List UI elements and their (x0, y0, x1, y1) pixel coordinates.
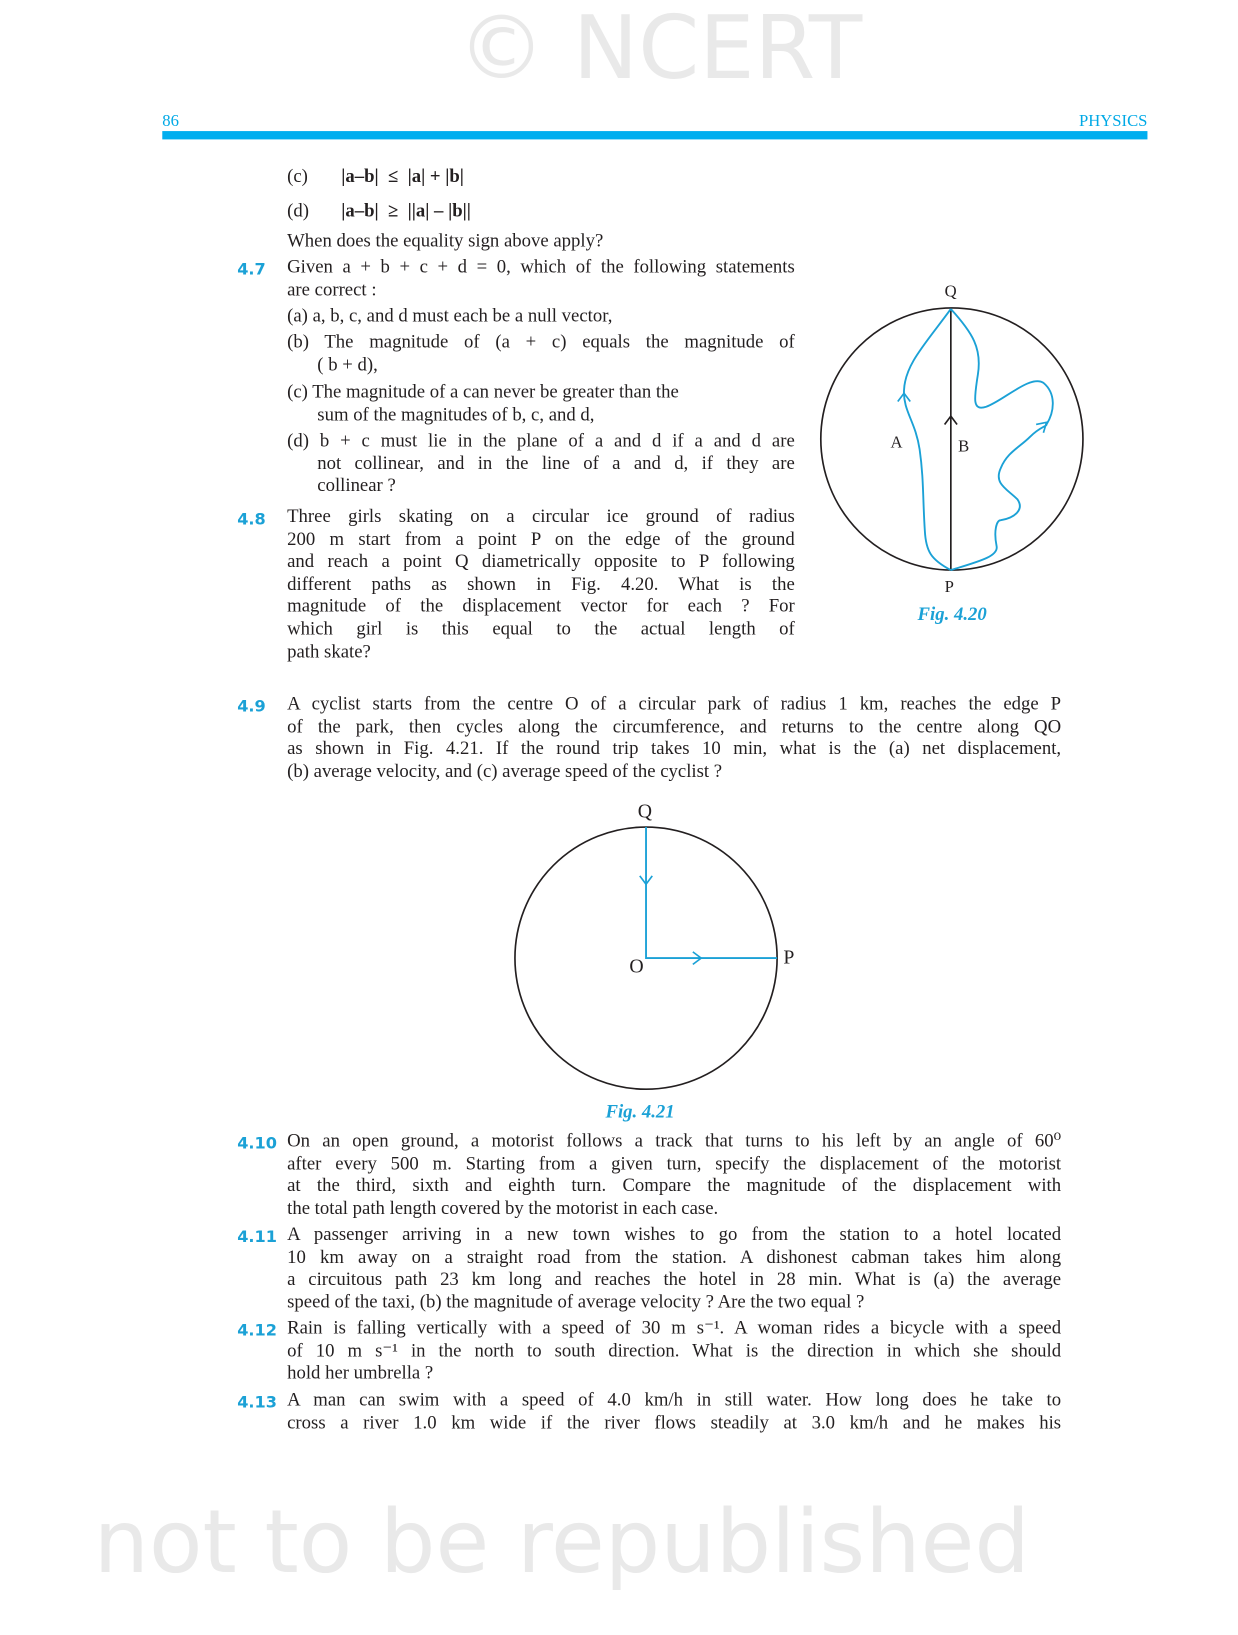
option-c-expression: |a–b| ≤ |a| + |b| (341, 165, 464, 187)
text-line: hold her umbrella ? (287, 1361, 434, 1383)
fig421-label-q: Q (637, 801, 652, 823)
text-line: ( b + d), (317, 353, 378, 375)
equality-question: When does the equality sign above apply? (287, 229, 604, 251)
text-line: path skate? (287, 640, 371, 662)
fig420-label-p: P (944, 578, 954, 597)
ice-ground-circle (821, 308, 1083, 570)
text-line: and reach a point Q diametrically opposite to P following (287, 550, 795, 572)
text-line: 10 km away on a straight road from the station. A dishonest cabman takes him along (287, 1245, 1062, 1267)
text-line: magnitude of the displacement vector for each ? For (287, 595, 795, 617)
text-line: after every 500 m. Starting from a given turn, specify the displacement of the motorist (287, 1152, 1062, 1174)
text-line: which girl is this equal to the actual length of (287, 617, 795, 639)
fig421-label-o: O (629, 956, 644, 978)
text-line: On an open ground, a motorist follows a track that turns to his left by an angle of 60⁰ (287, 1129, 1062, 1151)
text-line: Rain is falling vertically with a speed of 30 m s⁻¹. A woman rides a bicycle with a speed (287, 1317, 1062, 1338)
fig420-label-b: B (958, 437, 970, 456)
text-line: at the third, sixth and eighth turn. Compare the magnitude of the displacement with (287, 1174, 1062, 1196)
watermark-ncert: © NCERT (457, 0, 863, 99)
text-line: cross a river 1.0 km wide if the river flows steadily at 3.0 km/h and he makes his (287, 1411, 1062, 1433)
text-line: different paths as shown in Fig. 4.20. What is the (287, 572, 795, 594)
text-line: not collinear, and in the line of a and d, if they are (317, 452, 795, 473)
text-line: (b) The magnitude of (a + c) equals the magnitude of (287, 330, 795, 352)
fig421-caption: Fig. 4.21 (605, 1100, 675, 1122)
text-line: sum of the magnitudes of b, c, and d, (317, 403, 595, 425)
path-a (904, 309, 951, 570)
text-line: Three girls skating on a circular ice ground of radius (287, 505, 795, 527)
question-number: 4.10 (237, 1133, 277, 1153)
question-number: 4.13 (237, 1392, 277, 1412)
text-line: A cyclist starts from the centre O of a circular park of radius 1 km, reaches the edge P (287, 692, 1062, 714)
subject-header: PHYSICS (1078, 112, 1148, 131)
question-number: 4.8 (237, 509, 266, 529)
fig420-caption: Fig. 4.20 (917, 603, 987, 625)
question-number: 4.9 (237, 697, 266, 716)
text-line: 200 m start from a point P on the edge of the ground (287, 528, 795, 549)
text-line: (c) The magnitude of a can never be greater than the (287, 380, 679, 402)
option-d-expression: |a–b| ≥ ||a| – |b|| (341, 199, 471, 221)
text-line: A passenger arriving in a new town wishes to go from the station to a hotel located (287, 1223, 1062, 1245)
question-4-11 (287, 1223, 1061, 1313)
question-number: 4.7 (237, 260, 266, 279)
question-4-9 (287, 693, 1061, 783)
question-4-12 (287, 1317, 1061, 1384)
fig420-label-q: Q (944, 282, 957, 301)
option-c-label: (c) (287, 165, 308, 187)
question-4-13 (287, 1389, 1061, 1434)
page-number: 86 (162, 112, 179, 131)
text-line: (b) average velocity, and (c) average speed of the cyclist ? (287, 760, 723, 782)
text-line: speed of the taxi, (b) the magnitude of average velocity ? Are the two equal ? (287, 1290, 865, 1312)
question-number: 4.12 (237, 1321, 277, 1340)
text-line: are correct : (287, 278, 377, 300)
text-line: of 10 m s⁻¹ in the north to south direction. What is the direction in which she should (287, 1339, 1062, 1361)
text-line: the total path length covered by the motorist in each case. (287, 1197, 719, 1218)
fig421-label-p: P (783, 946, 795, 969)
question-number: 4.11 (237, 1227, 277, 1247)
text-line: as shown in Fig. 4.21. If the round trip takes 10 min, what is the (a) net displacement, (287, 737, 1062, 759)
text-line: a circuitous path 23 km long and reaches the hotel in 28 min. What is (a) the average (287, 1268, 1062, 1290)
text-line: A man can swim with a speed of 4.0 km/h in still water. How long does he take to (287, 1388, 1062, 1410)
watermark-not-republished: not to be republished (93, 1490, 1030, 1593)
fig420-label-a: A (890, 433, 903, 452)
cyclist-path (646, 827, 777, 958)
option-d-label: (d) (287, 199, 309, 221)
question-4-10 (287, 1130, 1061, 1220)
text-line: (a) a, b, c, and d must each be a null vector, (287, 304, 613, 326)
text-line: Given a + b + c + d = 0, which of the following statements (287, 255, 795, 277)
text-line: of the park, then cycles along the circumference, and returns to the centre along QO (287, 715, 1062, 737)
text-line: (d) b + c must lie in the plane of a and d if a and d are (287, 429, 795, 451)
text-line: collinear ? (317, 474, 396, 496)
